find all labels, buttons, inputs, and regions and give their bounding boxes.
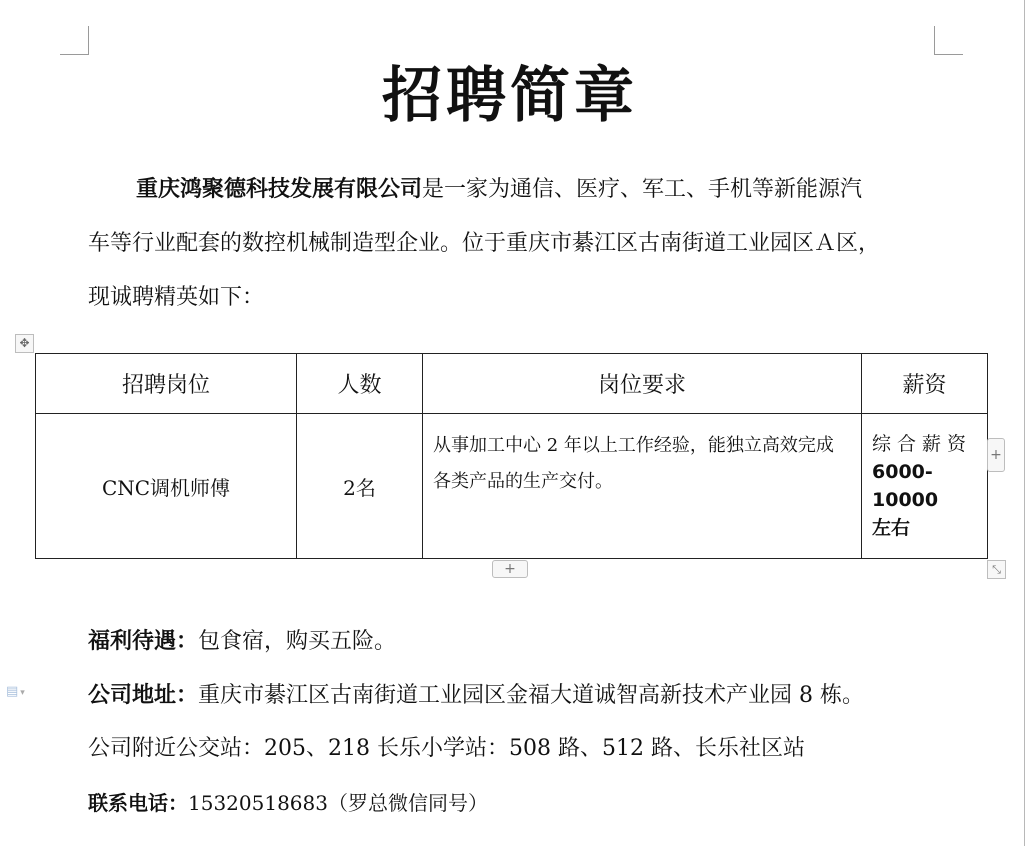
header-requirement: 岗位要求 xyxy=(423,354,862,414)
address-value: 重庆市綦江区古南街道工业园区金福大道诚智高新技术产业园 8 栋。 xyxy=(198,683,865,708)
page-margin-corner-top-left xyxy=(60,26,89,55)
phone-label: 联系电话： xyxy=(88,791,188,815)
intro-line-2: 车等行业配套的数控机械制造型企业。位于重庆市綦江区古南街道工业园区Ａ区， xyxy=(88,231,881,256)
document-title: 招聘简章 xyxy=(382,61,638,131)
salary-suffix: 左右 xyxy=(872,517,911,539)
phone-line xyxy=(88,788,488,818)
benefits-value: 包食宿，购买五险。 xyxy=(198,629,397,654)
add-column-button[interactable] xyxy=(987,438,1005,472)
table-resize-icon[interactable]: ⤡ xyxy=(987,560,1006,579)
address-line xyxy=(88,680,864,711)
cell-count: 2名 xyxy=(297,414,423,559)
header-salary: 薪资 xyxy=(862,354,988,414)
table-move-icon[interactable]: ✥ xyxy=(15,334,34,353)
intro-line-3: 现诚聘精英如下： xyxy=(88,285,265,310)
page-margin-corner-top-right xyxy=(934,26,963,55)
paragraph-icon[interactable]: ▤ ▾ xyxy=(6,684,25,699)
cell-salary xyxy=(862,414,988,559)
intro-paragraph xyxy=(88,162,948,325)
benefits-label: 福利待遇： xyxy=(88,628,199,654)
salary-range: 6000-10000 xyxy=(872,461,939,511)
salary-label: 综合薪资 xyxy=(872,433,973,455)
phone-value: 15320518683（罗总微信同号） xyxy=(188,791,488,815)
job-table xyxy=(35,353,988,559)
cell-requirement: 从事加工中心 2 年以上工作经验，能独立高效完成各类产品的生产交付。 xyxy=(423,414,862,559)
cell-position: CNC调机师傅 xyxy=(36,414,297,559)
intro-line-1 xyxy=(88,162,948,217)
company-name: 重庆鸿聚德科技发展有限公司 xyxy=(136,176,423,202)
benefits-line xyxy=(88,626,396,657)
header-position: 招聘岗位 xyxy=(36,354,297,414)
table-header-row xyxy=(36,354,988,414)
intro-line-1-rest: 是一家为通信、医疗、军工、手机等新能源汽 xyxy=(422,177,863,202)
header-count: 人数 xyxy=(297,354,423,414)
add-row-button[interactable] xyxy=(492,560,528,578)
bus-line: 公司附近公交站：205、218 长乐小学站：508 路、512 路、长乐社区站 xyxy=(88,736,805,761)
table-row xyxy=(36,414,988,559)
plus-icon: + xyxy=(504,561,516,577)
chevron-down-icon: ▾ xyxy=(20,688,25,698)
address-label: 公司地址： xyxy=(88,682,199,708)
page-edge xyxy=(1024,0,1025,846)
plus-icon: + xyxy=(990,447,1002,463)
